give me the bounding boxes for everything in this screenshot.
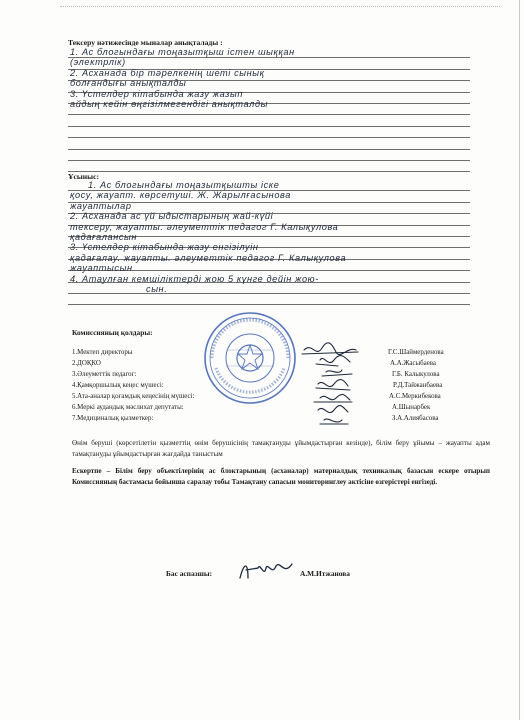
member-role-3: 3.Әлеуметтік педагог: <box>72 371 137 378</box>
inspection-line-6: айдың кейін өңгізілмегендігі анықталды <box>70 99 268 109</box>
inspection-line-5: 3. Үстелдер кітабында жазу жазып <box>70 88 244 99</box>
commission-signatures-icon <box>298 340 378 435</box>
member-name-5: А.С.Меркибекова <box>389 393 441 400</box>
inspection-heading: Тексеру нәтижесінде мыналар анықталады : <box>68 38 223 47</box>
member-name-6: А.Шынарбек <box>392 404 431 411</box>
inspection-line-1: 1. Ас блогындағы тоңазытқыш істен шыққан <box>70 47 295 57</box>
member-name-3: Г.Б. Калыкулова <box>392 371 440 378</box>
member-name-4: Р.Д.Тайжанбаева <box>393 382 443 389</box>
member-role-5: 5.Ата-аналар қоғамдық кеңесінің мүшесі: <box>72 393 195 400</box>
inspection-line-3: 2. Асханада бір тәрелкенің шеті сынық <box>70 67 265 78</box>
member-name-1: Г.С.Шаймерденова <box>388 349 444 356</box>
proposal-line-7: 3. Үстелдер кітабында жазу енгізілуін <box>70 242 259 253</box>
proposal-line-8: қадағалау. жауапты. әлеуметтік педагог Г. Калықулова <box>70 252 347 263</box>
inspection-line-2: (электрлік) <box>70 57 126 68</box>
official-stamp-icon <box>202 310 298 406</box>
member-role-7: 7.Медициналық қызметкер: <box>72 415 154 422</box>
proposal-line-10: 4. Атаулған кемшіліктерді жою 5 күнге дейін жою- <box>70 273 319 284</box>
proposal-line-4: 2. Асханада ас үй ыдыстарының жай-күйі <box>70 211 274 222</box>
head-cook-name: А.М.Итжанова <box>300 569 350 578</box>
inspection-line-4: болғандығы анықталды <box>70 78 187 89</box>
acknowledgement-paragraph: Өнім беруші (көрсетілетін қызметтің өнім берушісінің тамақтануды ұйымдастырған кезінде), білім беру ұйымы – жауапты адам тамақтануды ұйымдастырған жағдайда таныстым <box>72 439 490 458</box>
proposal-line-1: 1. Ас блогындағы тоңазытқышты іске <box>88 180 280 190</box>
member-role-1: 1.Мектеп директоры <box>72 349 133 356</box>
member-role-6: 6.Меркі аудандық мәслихат депутаты: <box>72 404 184 411</box>
commission-heading: Комиссияның қолдары: <box>72 328 153 337</box>
proposal-line-2: қосу, жауапт. көрсетуші. Ж. Жарылғасынова <box>70 190 291 201</box>
proposal-line-6: қадағалансын <box>70 232 138 242</box>
member-name-2: А.А.Жасыбаева <box>390 360 436 367</box>
proposal-line-3: жауаптылар <box>70 200 132 211</box>
head-cook-label: Бас аспазшы: <box>166 569 213 578</box>
head-cook-signature-icon <box>236 558 296 584</box>
proposal-line-5: тексеру, жауапты. әлеуметтік педагог Г. Калықулова <box>70 221 339 232</box>
member-name-7: З.А.Алиябасова <box>392 415 439 422</box>
member-role-2: 2.ДОҚКО <box>72 360 101 367</box>
proposals-heading: Ұсыныс: <box>68 172 99 181</box>
proposal-line-11: сын. <box>146 284 168 294</box>
member-role-4: 4.Қамқоршылық кеңес мүшесі: <box>72 382 164 389</box>
scan-edge <box>519 0 520 720</box>
proposal-line-9: жауаптысын <box>70 263 133 274</box>
top-faded-line <box>60 6 500 8</box>
remark-paragraph: Ескертпе – Білім беру объектілерінің ас блоктарының (асханалар) материалдық техникалық базасын ескере отырып Комиссияның бастамасы бойынша саралау тобы Тамақтану сапасын мониторинглеу актісіне өзгерістері енгізеді. <box>72 467 490 486</box>
